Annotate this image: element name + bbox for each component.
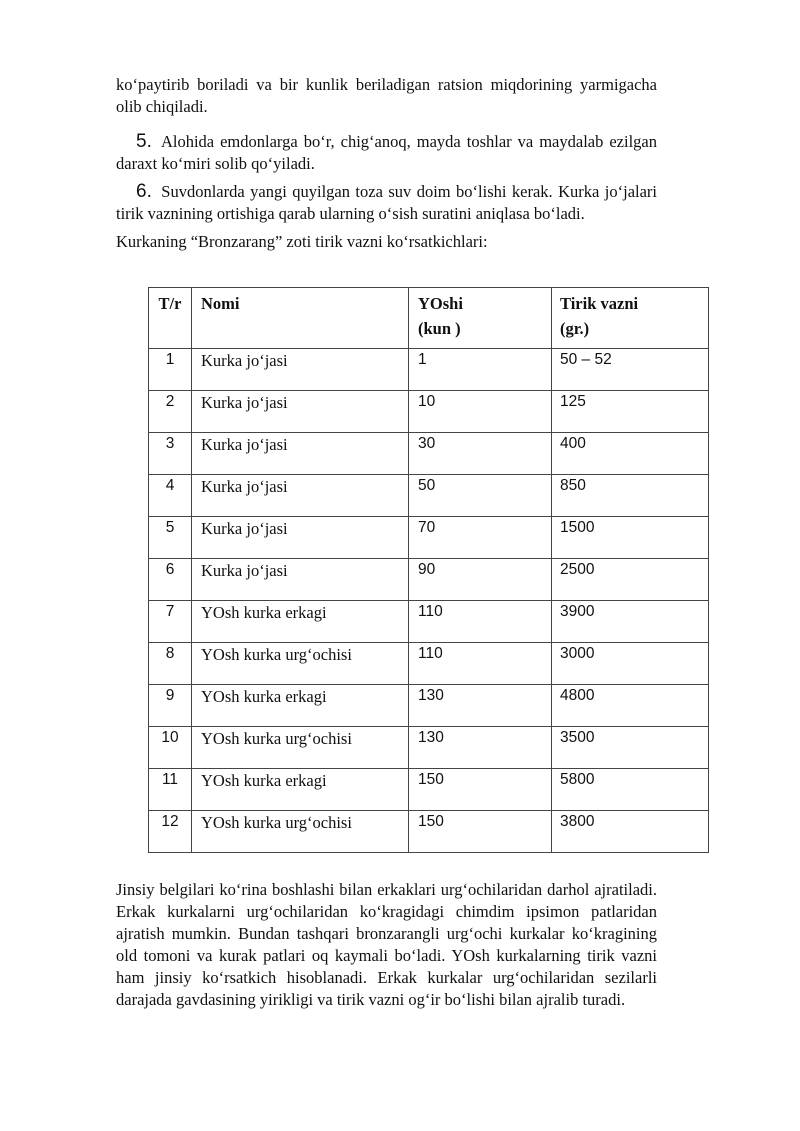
- cell-age: 1: [409, 349, 552, 391]
- cell-name: YOsh kurka urg‘ochisi: [192, 811, 409, 853]
- table-row: [149, 559, 709, 601]
- paragraph-item-5: [116, 131, 657, 175]
- cell-name: YOsh kurka erkagi: [192, 769, 409, 811]
- cell-name: YOsh kurka urg‘ochisi: [192, 643, 409, 685]
- cell-age: 90: [409, 559, 552, 601]
- cell-age: 110: [409, 643, 552, 685]
- cell-number: 6: [149, 559, 192, 601]
- cell-name: Kurka jo‘jasi: [192, 433, 409, 475]
- cell-age: 150: [409, 811, 552, 853]
- cell-weight: 3900: [552, 601, 709, 643]
- table-row: [149, 685, 709, 727]
- table-row: [149, 433, 709, 475]
- cell-number: 2: [149, 391, 192, 433]
- item-number-5: 5.: [136, 131, 152, 152]
- cell-weight: 850: [552, 475, 709, 517]
- cell-number: 10: [149, 727, 192, 769]
- cell-number: 4: [149, 475, 192, 517]
- header-tr: T/r: [149, 288, 192, 349]
- cell-weight: 1500: [552, 517, 709, 559]
- item-number-6: 6.: [136, 181, 152, 202]
- table-row: [149, 769, 709, 811]
- cell-number: 7: [149, 601, 192, 643]
- paragraph-bottom: Jinsiy belgilari ko‘rina boshlashi bilan erkaklari urg‘ochilaridan darhol ajratiladi. Erkak kurkalarni urg‘ochilaridan ko‘kragidagi chimdim ipsimon patlaridan ajratish mumkin. Bundan tashqari bronzarangli urg‘ochi kurkalar ko‘kragining old tomoni va kurak patlari oq kaymali bo‘ladi. YOsh kurkalarning tirik vazni ham jinsiy ko‘rsatkich hisoblanadi. Erkak kurkalar urg‘ochilaridan sezilarli darajada gavdasining yirikligi va tirik vazni og‘ir bo‘lishi bilan ajralib turadi.: [116, 880, 657, 1009]
- header-age-line2: (kun ): [418, 319, 461, 338]
- paragraph-item-6: [116, 181, 657, 225]
- cell-name: Kurka jo‘jasi: [192, 517, 409, 559]
- cell-number: 1: [149, 349, 192, 391]
- weight-table: [148, 287, 709, 853]
- table-row: [149, 517, 709, 559]
- header-name: Nomi: [192, 288, 409, 349]
- cell-number: 3: [149, 433, 192, 475]
- cell-age: 50: [409, 475, 552, 517]
- cell-weight: 125: [552, 391, 709, 433]
- cell-name: Kurka jo‘jasi: [192, 391, 409, 433]
- cell-age: 10: [409, 391, 552, 433]
- header-weight: [552, 288, 709, 349]
- cell-name: YOsh kurka erkagi: [192, 685, 409, 727]
- header-age: [409, 288, 552, 349]
- cell-age: 130: [409, 727, 552, 769]
- table-header-row: [149, 288, 709, 349]
- cell-weight: 400: [552, 433, 709, 475]
- table-row: [149, 727, 709, 769]
- header-weight-line1: Tirik vazni: [560, 294, 639, 313]
- table-row: [149, 475, 709, 517]
- table-body: [149, 349, 709, 853]
- cell-name: YOsh kurka urg‘ochisi: [192, 727, 409, 769]
- cell-name: YOsh kurka erkagi: [192, 601, 409, 643]
- table-row: [149, 601, 709, 643]
- cell-age: 70: [409, 517, 552, 559]
- cell-age: 130: [409, 685, 552, 727]
- cell-number: 8: [149, 643, 192, 685]
- cell-weight: 3800: [552, 811, 709, 853]
- cell-weight: 4800: [552, 685, 709, 727]
- header-age-line1: YOshi: [418, 294, 463, 313]
- cell-weight: 5800: [552, 769, 709, 811]
- cell-name: Kurka jo‘jasi: [192, 559, 409, 601]
- cell-weight: 3000: [552, 643, 709, 685]
- cell-age: 30: [409, 433, 552, 475]
- table-row: [149, 349, 709, 391]
- document-body: [116, 74, 657, 252]
- cell-name: Kurka jo‘jasi: [192, 349, 409, 391]
- cell-name: Kurka jo‘jasi: [192, 475, 409, 517]
- cell-number: 9: [149, 685, 192, 727]
- cell-number: 12: [149, 811, 192, 853]
- paragraph-continuation: ko‘paytirib boriladi va bir kunlik beriladigan ratsion miqdorining yarmigacha olib chiqiladi.: [116, 75, 657, 116]
- cell-weight: 2500: [552, 559, 709, 601]
- cell-number: 5: [149, 517, 192, 559]
- item-6-text: Suvdonlarda yangi quyilgan toza suv doim bo‘lishi kerak. Kurka jo‘jalari tirik vaznining ortishiga qarab ularning o‘sish suratini aniqlasa bo‘ladi.: [116, 182, 657, 223]
- cell-age: 150: [409, 769, 552, 811]
- cell-weight: 3500: [552, 727, 709, 769]
- table-row: [149, 643, 709, 685]
- cell-number: 11: [149, 769, 192, 811]
- header-weight-line2: (gr.): [560, 319, 590, 338]
- table-row: [149, 811, 709, 853]
- table-caption: Kurkaning “Bronzarang” zoti tirik vazni ko‘rsatkichlari:: [116, 232, 488, 251]
- cell-weight: 50 – 52: [552, 349, 709, 391]
- cell-age: 110: [409, 601, 552, 643]
- table-row: [149, 391, 709, 433]
- item-5-text: Alohida emdonlarga bo‘r, chig‘anoq, mayda toshlar va maydalab ezilgan daraxt ko‘miri solib qo‘yiladi.: [116, 132, 657, 173]
